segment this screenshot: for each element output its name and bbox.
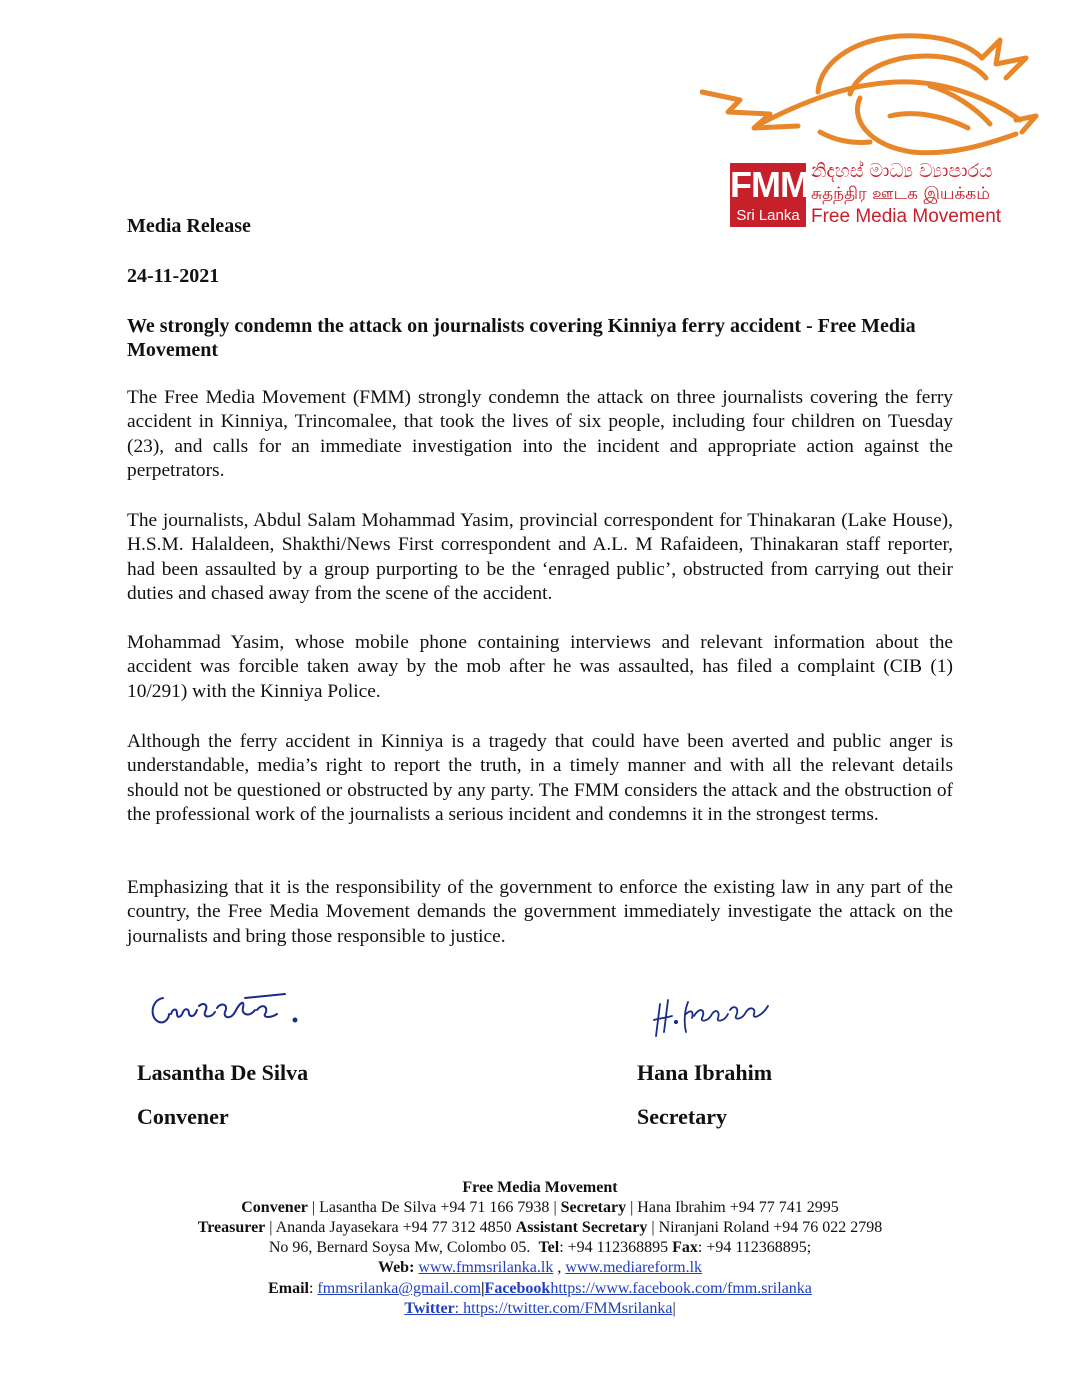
footer-web-link-1[interactable]: www.fmmsrilanka.lk [418, 1259, 554, 1276]
logo-name-english: Free Media Movement [811, 206, 1002, 227]
footer-email-line: Email: fmmsrilanka@gmail.com|Facebookhttps://www.facebook.com/fmm.srilanka [268, 1280, 812, 1297]
footer-facebook-link[interactable]: https://www.facebook.com/fmm.srilanka [550, 1280, 812, 1297]
logo-name-sinhala: නිදහස් මාධ්‍ය ව්‍යාපාරය [811, 160, 993, 182]
release-date: 24-11-2021 [127, 265, 220, 287]
footer-fax: +94 112368895; [706, 1239, 812, 1256]
footer-web-line: Web: www.fmmsrilanka.lk , www.mediareform.lk [377, 1259, 703, 1276]
signature-secretary-icon [650, 992, 780, 1042]
footer-twitter-line: Twitter: https://twitter.com/FMMsrilanka| [404, 1300, 676, 1317]
footer-secretary-label: Secretary [560, 1199, 627, 1216]
footer-convener-label: Convener [241, 1199, 308, 1216]
footer-secretary: Hana Ibrahim +94 77 741 2995 [637, 1199, 839, 1216]
footer-web-label: Web: [377, 1259, 415, 1276]
footer-twitter-link[interactable]: https://twitter.com/FMMsrilanka [463, 1300, 673, 1317]
body-paragraph: Emphasizing that it is the responsibility of the government to enforce the existing law in any part of the country, the Free Media Movement demands the government immediately investigate the attack on the journalists and bring those responsible to justice. [127, 877, 953, 947]
footer-convener: Lasantha De Silva +94 71 166 7938 [319, 1199, 550, 1216]
footer-org-name: Free Media Movement [462, 1179, 618, 1196]
logo-acronym: FMM [730, 164, 809, 205]
logo-country: Sri Lanka [736, 207, 800, 224]
footer-twitter-label[interactable]: Twitter [404, 1300, 455, 1317]
body-paragraph: The journalists, Abdul Salam Mohammad Yasim, provincial correspondent for Thinakaran (Lake House), H.S.M. Halaldeen, Shakthi/News First correspondent and A.L. M Rafaideen, Thinakaran staff reporter, had been assaulted by a group purporting to be the ‘enraged public’, obstructed from carrying out their duties and chased away from the scene of the accident. [127, 510, 953, 604]
release-title: We strongly condemn the attack on journalists covering Kinniya ferry accident - Free Media Movement [127, 315, 916, 361]
footer-treasurer-line: Treasurer | Ananda Jayasekara +94 77 312 4850 Assistant Secretary | Niranjani Roland +94 76 022 2798 [197, 1219, 883, 1236]
logo-name-tamil: சுதந்திர ஊடக இயக்கம் [811, 184, 990, 204]
footer-tel-label: Tel [538, 1239, 560, 1256]
footer-facebook-label[interactable]: Facebook [484, 1280, 551, 1297]
footer-tel: +94 112368895 [567, 1239, 669, 1256]
signatory-secretary-role: Secretary [637, 1104, 727, 1129]
footer-treasurer: Ananda Jayasekara +94 77 312 4850 [275, 1219, 512, 1236]
body-paragraph: The Free Media Movement (FMM) strongly condemn the attack on three journalists covering the ferry accident in Kinniya, Trincomalee, that took the lives of six people, including four children on Tuesday (23), and calls for an immediate investigation into the incident and appropriate action against the perpetrators. [127, 387, 953, 481]
bird-logo-icon [700, 28, 1040, 168]
signatory-secretary-name: Hana Ibrahim [637, 1060, 773, 1085]
body-paragraph: Mohammad Yasim, whose mobile phone containing interviews and relevant information about the accident was forcible taken away by the mob after he was assaulted, has filed a complaint (CIB (1) 10/291) with the Kinniya Police. [127, 632, 953, 702]
signatory-convener-role: Convener [137, 1104, 229, 1129]
signature-convener-icon [145, 984, 310, 1034]
footer-asst-secretary-label: Assistant Secretary [515, 1219, 648, 1236]
footer-address: No 96, Bernard Soysa Mw, Colombo 05. [268, 1239, 531, 1256]
footer-web-link-2[interactable]: www.mediareform.lk [565, 1259, 703, 1276]
footer-convener-line: Convener | Lasantha De Silva +94 71 166 7938 | Secretary | Hana Ibrahim +94 77 741 2995 [241, 1199, 839, 1216]
footer-address-line: No 96, Bernard Soysa Mw, Colombo 05. Tel: +94 112368895 Fax: +94 112368895; [268, 1239, 812, 1256]
footer-asst-secretary: Niranjani Roland +94 76 022 2798 [658, 1219, 883, 1236]
footer-fax-label: Fax [672, 1239, 698, 1256]
footer-email-label: Email [268, 1280, 309, 1297]
footer-treasurer-label: Treasurer [197, 1219, 266, 1236]
footer-email-link[interactable]: fmmsrilanka@gmail.com [317, 1280, 482, 1297]
document-type-label: Media Release [127, 215, 251, 237]
fmm-logo-box [730, 163, 809, 227]
body-paragraph: Although the ferry accident in Kinniya is a tragedy that could have been averted and public anger is understandable, media’s right to report the truth, in a timely manner and with all the relevant details should not be questioned or obstructed by any party. The FMM considers the attack and the obstruction of the professional work of the journalists a serious incident and condemns it in the strongest terms. [127, 731, 953, 825]
signatory-convener-name: Lasantha De Silva [137, 1060, 309, 1085]
